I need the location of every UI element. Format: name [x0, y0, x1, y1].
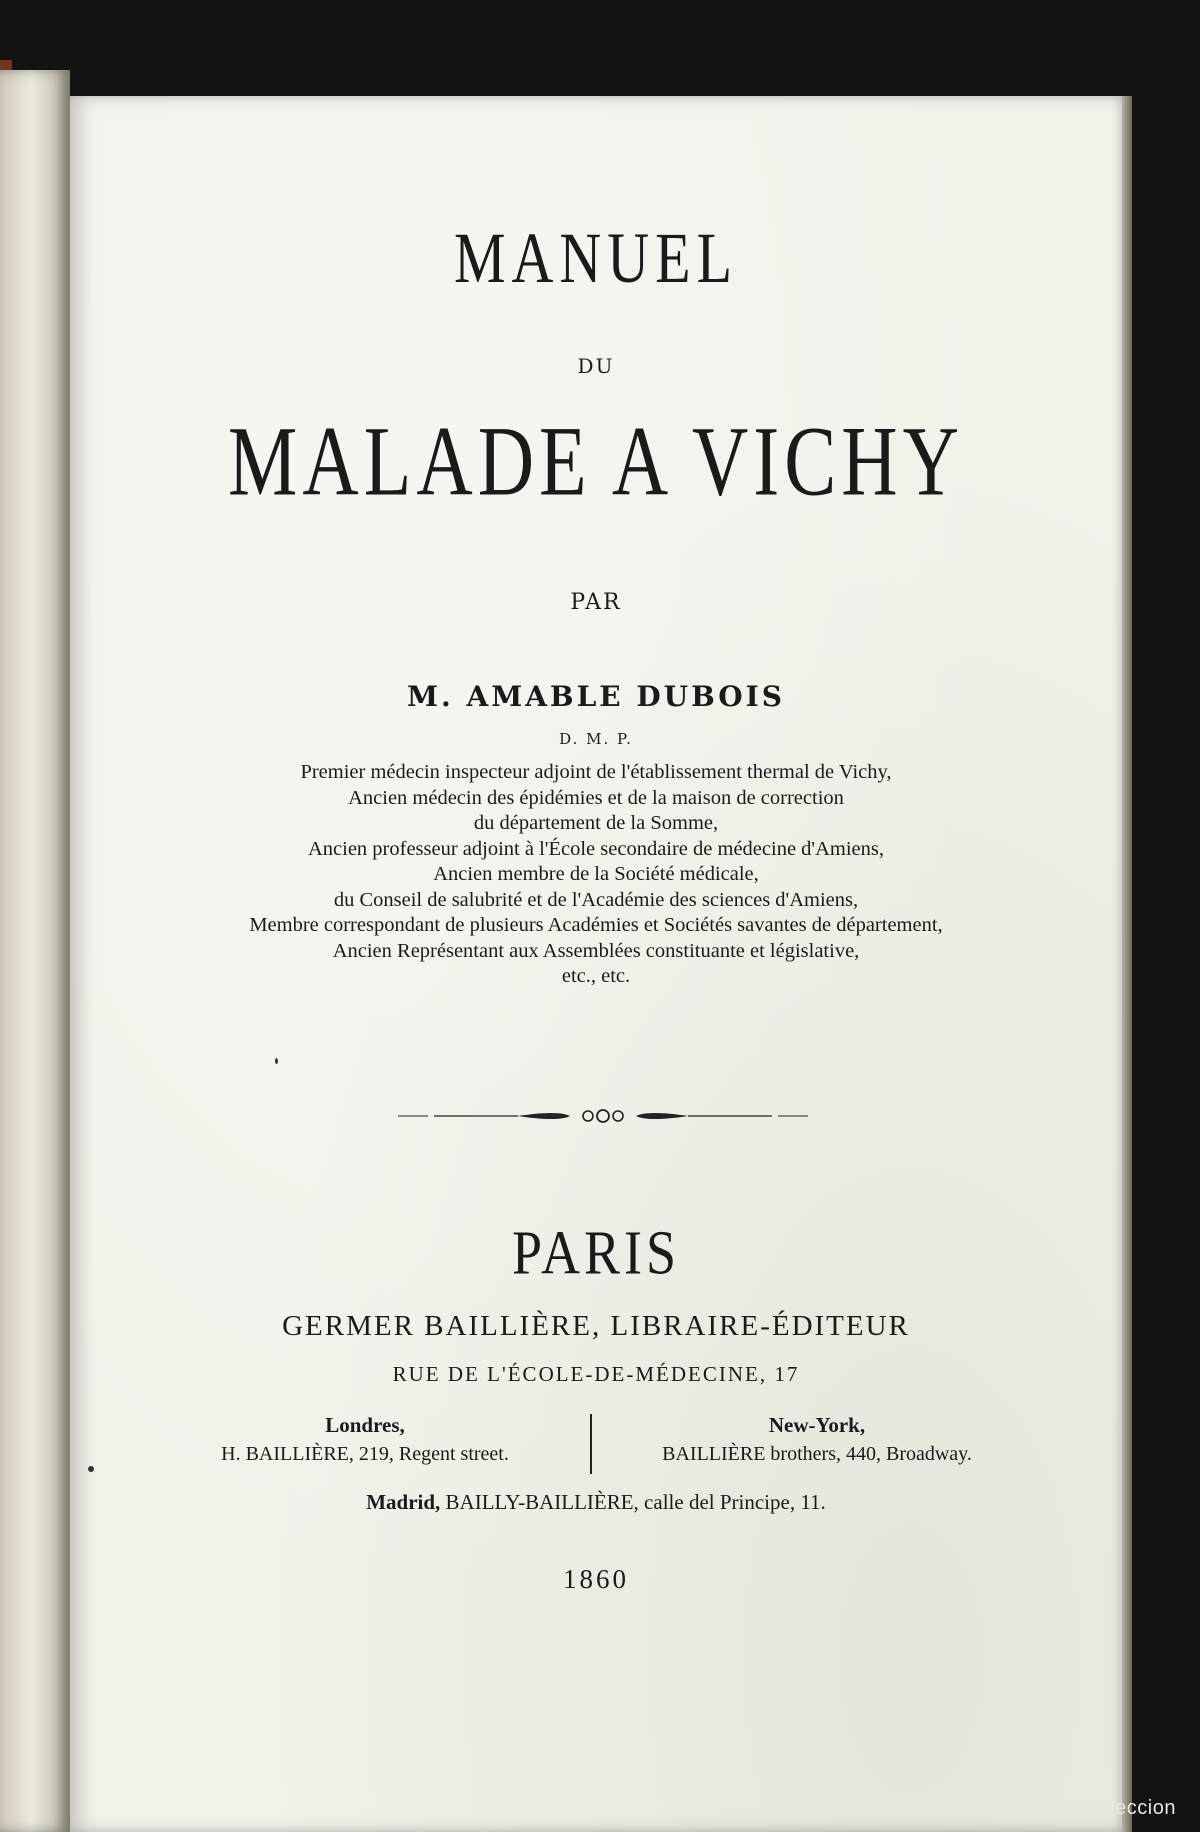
left-page-edge	[0, 70, 70, 1832]
branch-madrid-detail: BAILLY-BAILLIÈRE, calle del Principe, 11.	[445, 1490, 826, 1514]
title-du: DU	[577, 354, 615, 378]
branch-divider	[590, 1414, 592, 1474]
ornament-divider	[398, 1106, 808, 1126]
watermark-logo: todocoleccion	[1047, 1797, 1176, 1819]
credential-line: etc., etc.	[561, 965, 631, 987]
branch-new-york-city: New-York,	[768, 1413, 866, 1437]
author-degree: D. M. P.	[559, 730, 633, 748]
author-name: M. AMABLE DUBOIS	[407, 680, 785, 713]
branch-new-york-detail: BAILLIÈRE brothers, 440, Broadway.	[662, 1443, 972, 1465]
publication-year: 1860	[563, 1564, 629, 1594]
credential-line: Membre correspondant de plusieurs Académies et Sociétés savantes de département,	[249, 914, 943, 936]
page-stack-edge	[1122, 96, 1132, 1832]
branch-london-city: Londres,	[325, 1413, 405, 1437]
branch-london-detail: H. BAILLIÈRE, 219, Regent street.	[221, 1443, 509, 1465]
credential-line: du Conseil de salubrité et de l'Académie des sciences d'Amiens,	[333, 888, 859, 911]
paper-speck	[275, 1058, 278, 1064]
title-malade-a-vichy: MALADE A VICHY	[228, 404, 964, 517]
credential-line: du département de la Somme,	[473, 812, 719, 834]
credential-line: Ancien professeur adjoint à l'École secondaire de médecine d'Amiens,	[307, 837, 885, 860]
par-label: PAR	[570, 590, 622, 615]
branch-london	[150, 1410, 580, 1468]
imprint-city: PARIS	[511, 1218, 681, 1288]
credential-line: Ancien membre de la Société médicale,	[433, 863, 759, 885]
title-page	[70, 96, 1122, 1832]
credential-line: Premier médecin inspecteur adjoint de l'établissement thermal de Vichy,	[300, 761, 892, 783]
branch-offices	[150, 1410, 1030, 1480]
credential-line: Ancien Représentant aux Assemblées constituante et législative,	[332, 939, 860, 962]
branch-madrid	[70, 1490, 1122, 1515]
branch-new-york	[602, 1410, 1032, 1468]
author-credentials	[70, 760, 1122, 990]
paper-speck	[88, 1466, 94, 1472]
credential-line: Ancien médecin des épidémies et de la maison de correction	[348, 786, 844, 809]
branch-madrid-city: Madrid,	[366, 1490, 441, 1514]
imprint-address: RUE DE L'ÉCOLE-DE-MÉDECINE, 17	[392, 1362, 800, 1386]
title-manuel: MANUEL	[453, 216, 739, 299]
imprint-publisher: GERMER BAILLIÈRE, LIBRAIRE-ÉDITEUR	[282, 1310, 910, 1342]
